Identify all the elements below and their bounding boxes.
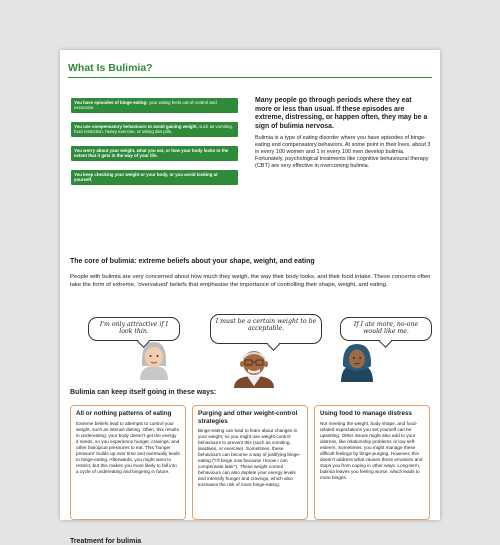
card-heading: All or nothing patterns of eating [76, 410, 172, 417]
card-heading: Using food to manage distress [320, 410, 413, 417]
symptom-box-2 [71, 122, 238, 137]
card-body: Extreme beliefs lead to attempts to control your weight, such as intense dieting. Often, this results in undereating: your body doesn't get the energy it needs, so you experience hunger, cravings, and other biological pressures to eat. This 'hunger pressure' builds up over time and eventually leads to binge-eating. Afterwards, you might want to restrict, but this makes you more likely to fall into a cycle of undereating and bingeing in future. [76, 420, 180, 474]
card-purging [192, 405, 308, 520]
core-paragraph: People with bulimia are very concerned about how much they weigh, the way their body looks, and their food intake. These concerns often take the form of extreme, 'overvalued' beliefs that emphasise the importance of controlling their shape, weight, and eating. [70, 274, 431, 288]
symptom-box-3 [71, 146, 238, 161]
symptom-bold: You worry about your weight, what you eat, or how your body looks to the extent that it gets in the way of your life. [74, 148, 229, 159]
symptom-text: your eating feels out-of-control and excessive. [74, 100, 217, 111]
symptom-bold: You have episodes of binge-eating: [74, 100, 148, 105]
card-using-food [314, 405, 430, 520]
card-heading: Purging and other weight-control strategies [198, 410, 298, 425]
thought-bubble-3: If I ate more, no-one would like me. [340, 317, 432, 341]
thought-bubble-2: I must be a certain weight to be acceptable. [210, 314, 322, 344]
woman-illustration-icon [136, 340, 172, 380]
symptom-box-1 [71, 98, 238, 113]
title-divider [68, 77, 432, 78]
card-body: Not meeting the weight, body shape, and food-related expectations you set yourself can be upsetting. Other issues might also add to your distress, like relationship problems or low self-esteem. Sometimes, you might manage these difficult feelings by binge-purging. However, this doesn't address what causes these emotions and stops you from coping in other ways. Long-term, bulimia leaves you feeling worse, which leads to more binges. [320, 420, 423, 480]
woman-hijab-illustration-icon [338, 342, 376, 382]
intro-paragraph: Bulimia is a type of eating disorder where you have episodes of binge-eating and compensatory behaviors. At some point in their lives, about 3 in every 100 women and 1 in every 100 men develop bulimia. Fortunately, psychological treatments like cognitive behavioural therapy (CBT) are very effective in overcoming bulimia. [255, 135, 431, 169]
page-title: What Is Bulimia? [68, 62, 153, 74]
man-illustration-icon [232, 348, 276, 388]
lead-paragraph: Many people go through periods where they eat more or less than usual. If these episodes are extreme, distressing, or happen often, they may be a sign of bulimia nervosa. [255, 97, 428, 130]
symptom-box-4 [71, 170, 238, 185]
treatment-heading: Treatment for bulimia [70, 538, 142, 545]
worksheet-page [60, 50, 440, 545]
keep-going-heading: Bulimia can keep itself going in these ways: [70, 389, 217, 396]
symptom-bold: You keep checking your weight or your body, or you avoid looking at yourself. [74, 172, 218, 183]
core-heading: The core of bulimia: extreme beliefs about your shape, weight, and eating [70, 258, 315, 265]
card-all-or-nothing [70, 405, 186, 520]
card-body: Binge-eating can lead to fears about changes in your weight, so you might use weight-control behaviours to prevent this (such as vomiting, laxatives, or exercise). Sometimes, these behaviours can become a way of justifying binge-eating ("I'll binge now because I know I can compensate later"). These weight control behaviours can also deplete your energy levels and intensify hunger and cravings, which also increases the risk of more binge-eating. [198, 428, 301, 487]
thought-bubble-1: I'm only attractive if I look thin. [88, 317, 180, 341]
symptom-bold: You use compensatory behaviours to avoid gaining weight, [74, 124, 198, 129]
symptom-text: such as vomiting, food restriction, heavy exercise, or taking diet pills. [74, 124, 233, 135]
